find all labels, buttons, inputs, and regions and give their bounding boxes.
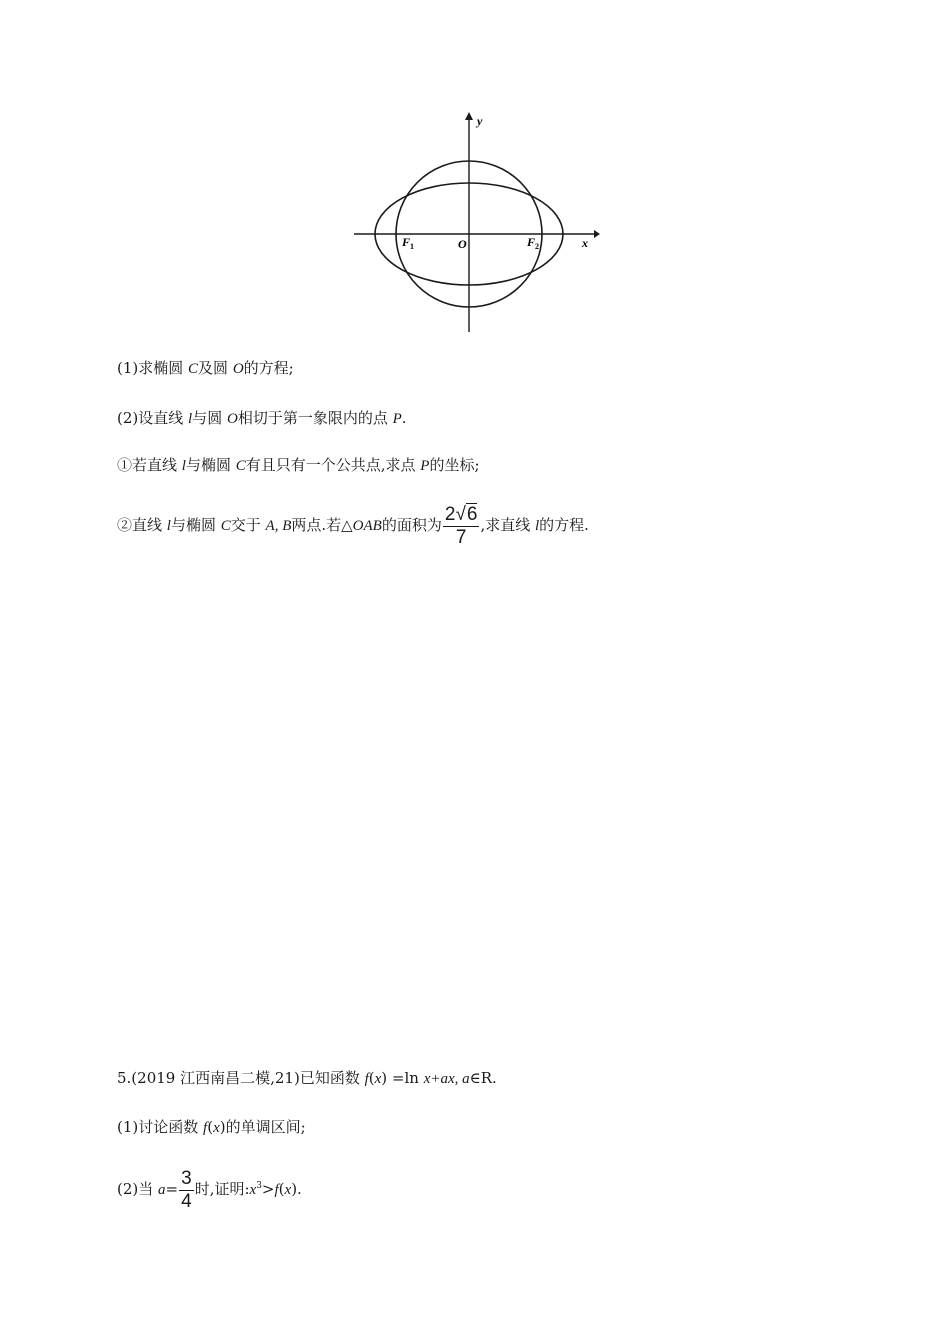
- math-var: l: [188, 411, 193, 427]
- text: 与圆: [192, 409, 227, 427]
- focus1-subscript: 1: [410, 242, 414, 251]
- text: .: [401, 409, 407, 427]
- text: 的坐标;: [429, 456, 480, 474]
- origin-label: O: [458, 237, 467, 251]
- text: 相切于第一象限内的点: [237, 409, 393, 427]
- fraction-numerator: [443, 504, 480, 527]
- math-var: l: [181, 458, 186, 474]
- text: ②直线: [117, 516, 167, 534]
- text: =: [165, 1180, 179, 1198]
- q4-part1: [117, 358, 294, 379]
- text: 两点.若△: [291, 516, 353, 534]
- ellipse-circle-figure: [350, 108, 600, 336]
- math-var: x: [284, 1182, 292, 1198]
- x-axis-arrow: [594, 230, 600, 238]
- text: )的单调区间;: [219, 1118, 306, 1136]
- math-var: C: [235, 458, 246, 474]
- text: 的面积为: [381, 516, 442, 534]
- text: >: [261, 1180, 275, 1198]
- math-expr: x+ax, a: [423, 1071, 470, 1087]
- fraction-denominator: 7: [455, 526, 467, 548]
- math-var: C: [220, 518, 231, 534]
- text: (1)求椭圆: [117, 359, 189, 377]
- figure-svg: [350, 108, 600, 336]
- text: 的方程.: [539, 516, 589, 534]
- math-var: A, B: [265, 518, 292, 534]
- text: (2)当: [117, 1180, 159, 1198]
- text: ∈R.: [469, 1069, 497, 1087]
- text: 交于: [230, 516, 266, 534]
- text: 与椭圆: [185, 456, 236, 474]
- text: 5.(2019 江西南昌二模,21)已知函数: [117, 1069, 365, 1087]
- math-var: f: [274, 1182, 279, 1198]
- fraction-denominator: 4: [181, 1190, 192, 1212]
- x-axis-label: x: [582, 236, 588, 250]
- q4-sub2: [117, 502, 589, 549]
- text: ) =ln: [381, 1069, 424, 1087]
- text: 有且只有一个公共点,求点: [245, 456, 421, 474]
- math-var: f: [203, 1120, 208, 1136]
- q4-part2: [117, 408, 407, 429]
- y-axis-label: y: [477, 114, 483, 128]
- text: (: [207, 1118, 214, 1136]
- text: (: [368, 1069, 375, 1087]
- math-var: C: [188, 361, 199, 377]
- text: (1)讨论函数: [117, 1118, 204, 1136]
- math-var: P: [420, 458, 430, 474]
- text: ①若直线: [117, 456, 182, 474]
- area-fraction: [443, 504, 480, 549]
- sqrt: √6: [455, 503, 478, 525]
- math-var: l: [166, 518, 171, 534]
- radicand: 6: [466, 503, 478, 525]
- text: (: [278, 1180, 285, 1198]
- y-axis-arrow: [465, 112, 473, 120]
- focus2-label: F: [527, 235, 536, 249]
- q5-part1: [117, 1117, 306, 1138]
- text: 时,证明:: [194, 1180, 250, 1198]
- focus2-subscript: 2: [535, 242, 539, 251]
- text: 及圆: [198, 359, 233, 377]
- exponent: 3: [256, 1181, 262, 1191]
- text: (2)设直线: [117, 409, 189, 427]
- math-var: O: [232, 361, 244, 377]
- math-var: f: [364, 1071, 369, 1087]
- q4-sub1: [117, 455, 480, 476]
- text: 与椭圆: [170, 516, 221, 534]
- focus1-label: F: [402, 235, 411, 249]
- text: 的方程;: [243, 359, 294, 377]
- math-var: O: [226, 411, 238, 427]
- math-var: x: [374, 1071, 382, 1087]
- q5-part2: [117, 1163, 302, 1213]
- coef: 2: [444, 503, 456, 525]
- math-var: P: [392, 411, 402, 427]
- text: ).: [291, 1180, 302, 1198]
- fraction-numerator: 3: [181, 1167, 192, 1189]
- math-var: x: [213, 1120, 220, 1136]
- a-fraction: [179, 1168, 194, 1213]
- math-var: OAB: [352, 518, 382, 534]
- math-var: l: [535, 518, 540, 534]
- q5-title: [117, 1068, 497, 1089]
- math-var: a: [158, 1182, 166, 1198]
- math-var: x: [249, 1182, 257, 1198]
- text: ,求直线: [480, 516, 535, 534]
